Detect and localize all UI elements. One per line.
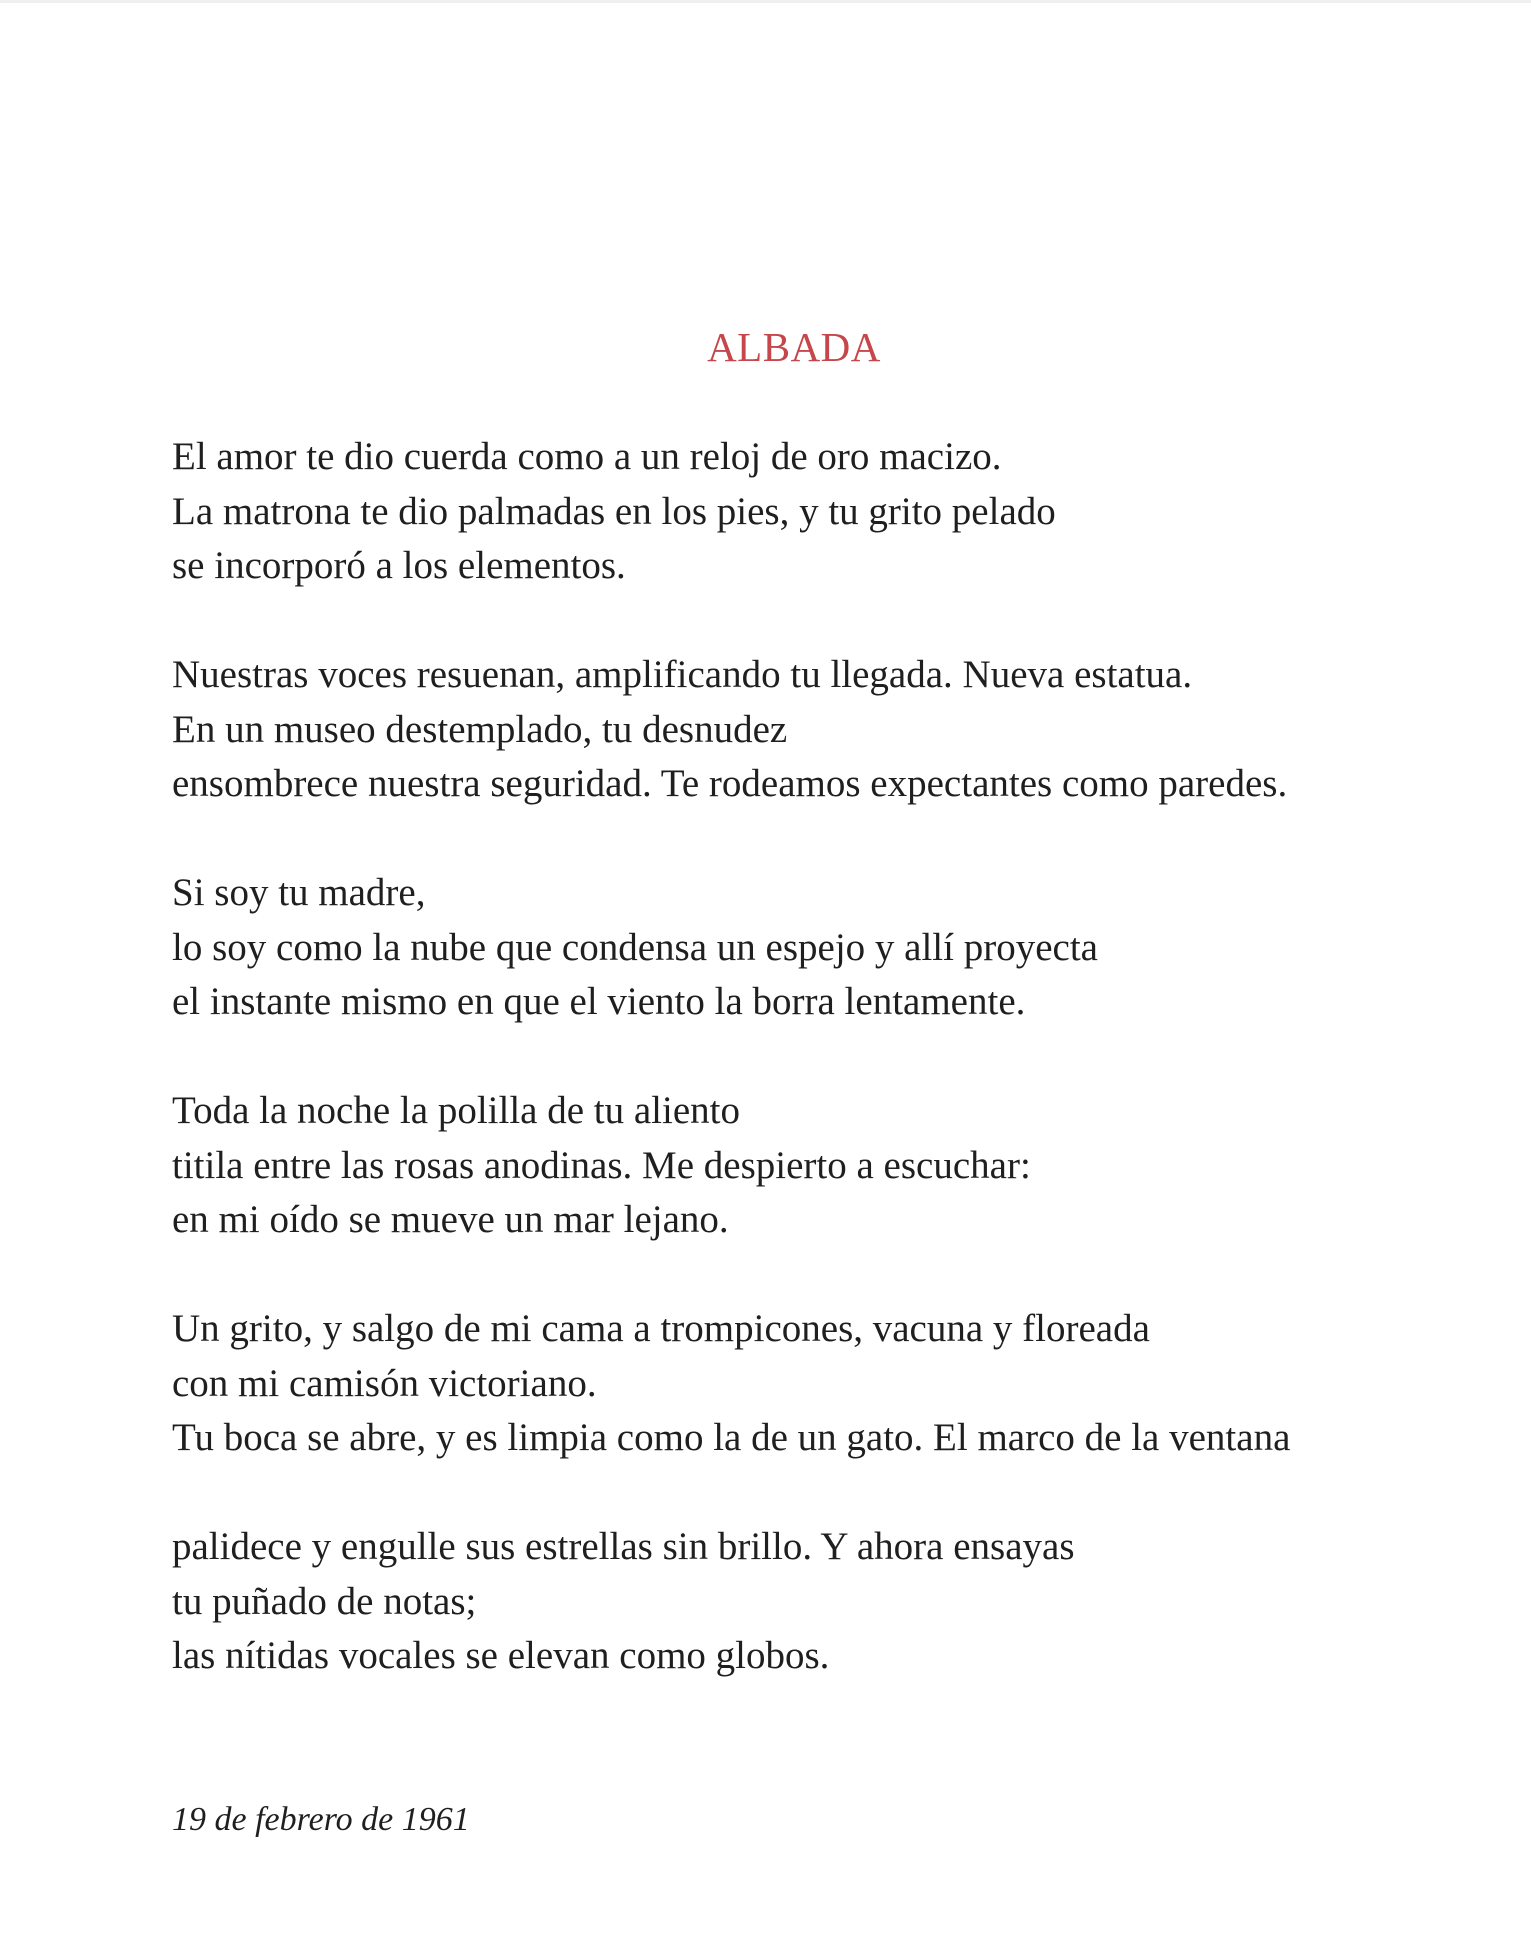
poem-line: el instante mismo en que el viento la borra lentamente. <box>172 980 1026 1023</box>
stanza <box>172 866 1290 1030</box>
poem-line: Un grito, y salgo de mi cama a trompicones, vacuna y floreada <box>172 1307 1150 1350</box>
poem-line: titila entre las rosas anodinas. Me despierto a escuchar: <box>172 1143 1031 1187</box>
poem-line: En un museo destemplado, tu desnudez <box>172 707 788 751</box>
poem-line: en mi oído se mueve un mar lejano. <box>172 1198 729 1241</box>
stanza <box>172 648 1290 812</box>
poem-line: El amor te dio cuerda como a un reloj de oro macizo. <box>172 435 1002 478</box>
stanza <box>172 1520 1290 1684</box>
poem-line: se incorporó a los elementos. <box>172 544 626 587</box>
poem-line: Nuestras voces resuenan, amplificando tu llegada. Nueva estatua. <box>172 653 1193 696</box>
poem-line: las nítidas vocales se elevan como globos. <box>172 1634 830 1677</box>
stanza <box>172 1302 1290 1466</box>
poem-line: Si soy tu madre, <box>172 871 426 914</box>
top-border <box>0 0 1531 3</box>
poem-body <box>172 430 1290 1684</box>
poem-line: La matrona te dio palmadas en los pies, y tu grito pelado <box>172 489 1056 533</box>
stanza <box>172 430 1290 594</box>
poem-line: lo soy como la nube que condensa un espejo y allí proyecta <box>172 925 1098 969</box>
poem-title: ALBADA <box>707 324 881 370</box>
poem-line: ensombrece nuestra seguridad. Te rodeamos expectantes como paredes. <box>172 762 1288 805</box>
poem-line: Toda la noche la polilla de tu aliento <box>172 1089 740 1132</box>
poem-line: con mi camisón victoriano. <box>172 1361 597 1405</box>
poem-date: 19 de febrero de 1961 <box>172 1801 470 1838</box>
poem-line: tu puñado de notas; <box>172 1579 477 1623</box>
poem-line: palidece y engulle sus estrellas sin brillo. Y ahora ensayas <box>172 1525 1075 1568</box>
stanza <box>172 1084 1290 1248</box>
poem-line: Tu boca se abre, y es limpia como la de un gato. El marco de la ventana <box>172 1416 1291 1459</box>
